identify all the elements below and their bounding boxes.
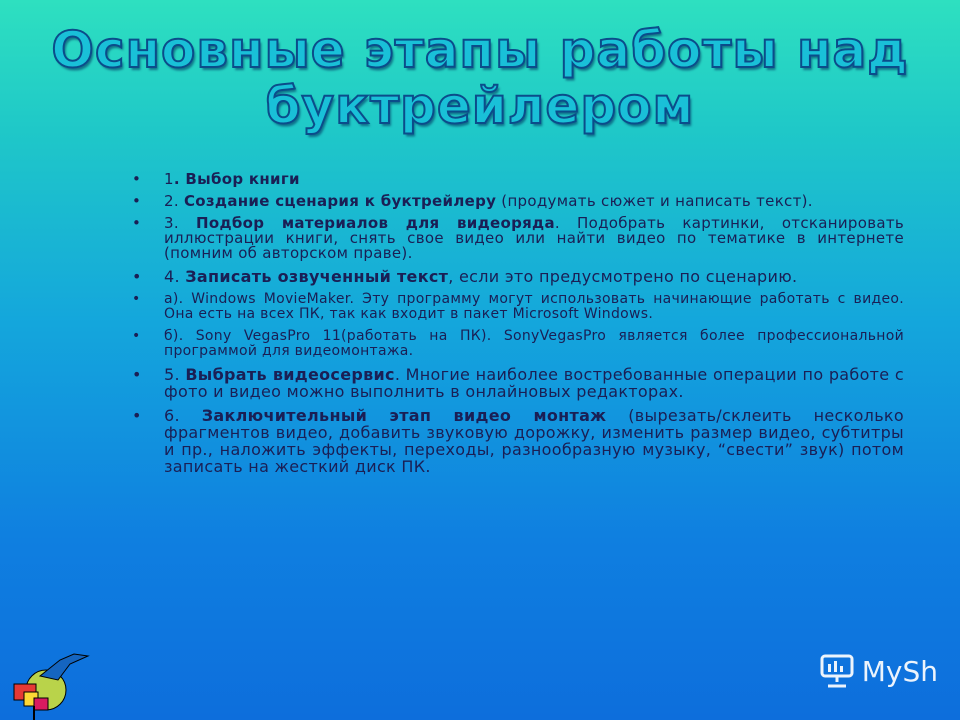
slide-title bbox=[0, 22, 960, 134]
steps-list bbox=[132, 172, 904, 482]
list-item bbox=[132, 329, 904, 359]
watermark bbox=[818, 654, 938, 688]
item-heading: Заключительный этап видео монтаж bbox=[201, 406, 607, 425]
decorative-logo bbox=[0, 640, 100, 720]
item-heading: Записать озвученный текст bbox=[185, 267, 449, 286]
item-text: , если это предусмотрено по сценарию. bbox=[448, 267, 798, 286]
list-item bbox=[132, 366, 904, 400]
item-text: (продумать сюжет и написать текст). bbox=[496, 192, 813, 210]
list-item bbox=[132, 407, 904, 475]
item-number: 5. bbox=[164, 365, 186, 384]
item-text: (вырезать/склеить несколько фрагментов видео, добавить звуковую дорожку, изменить размер видео, субтитры и пр., наложить эффекты, переходы, разнообразную музыку, “свести” звук) потом записать на жесткий диск ПК. bbox=[164, 406, 904, 476]
item-text: а). Windows MovieMaker. Эту программу могут использовать начинающие работать с видео. Она есть на всех ПК, так как входит в пакет Microsoft Windows. bbox=[164, 291, 904, 322]
item-number: 3. bbox=[164, 214, 197, 232]
presentation-board-icon bbox=[818, 654, 856, 688]
logo-magenta-block bbox=[34, 698, 48, 710]
list-item bbox=[132, 194, 904, 209]
logo-bird-shape bbox=[40, 654, 88, 680]
item-number: 4. bbox=[164, 267, 186, 286]
slide-title-line-1: Основные этапы работы над bbox=[51, 21, 909, 79]
item-number: 2. bbox=[164, 192, 184, 210]
item-text: б). Sony VegasPro 11(работать на ПК). SonyVegasPro является более профессиональной программой для видеомонтажа. bbox=[164, 328, 904, 359]
slide-title-line-2: буктрейлером bbox=[265, 77, 695, 135]
list-item bbox=[132, 292, 904, 322]
item-heading: Подбор материалов для видеоряда bbox=[196, 214, 555, 232]
list-item bbox=[132, 268, 904, 285]
item-number: 6. bbox=[164, 406, 202, 425]
item-text: . Многие наиболее востребованные операции по работе с фото и видео можно выполнить в онлайновых редакторах. bbox=[164, 365, 904, 401]
list-item bbox=[132, 216, 904, 261]
item-heading: Создание сценария к буктрейлеру bbox=[183, 192, 497, 210]
item-text: . Подобрать картинки, отсканировать иллюстрации книги, снять свое видео или найти видео по тематике в интернете (помним об авторском праве). bbox=[164, 214, 905, 262]
item-heading: Выбрать видеосервис bbox=[185, 365, 395, 384]
list-item bbox=[132, 172, 904, 187]
watermark-text: MySh bbox=[861, 654, 938, 688]
item-number: 1 bbox=[164, 170, 174, 188]
item-heading: . Выбор книги bbox=[173, 170, 300, 188]
